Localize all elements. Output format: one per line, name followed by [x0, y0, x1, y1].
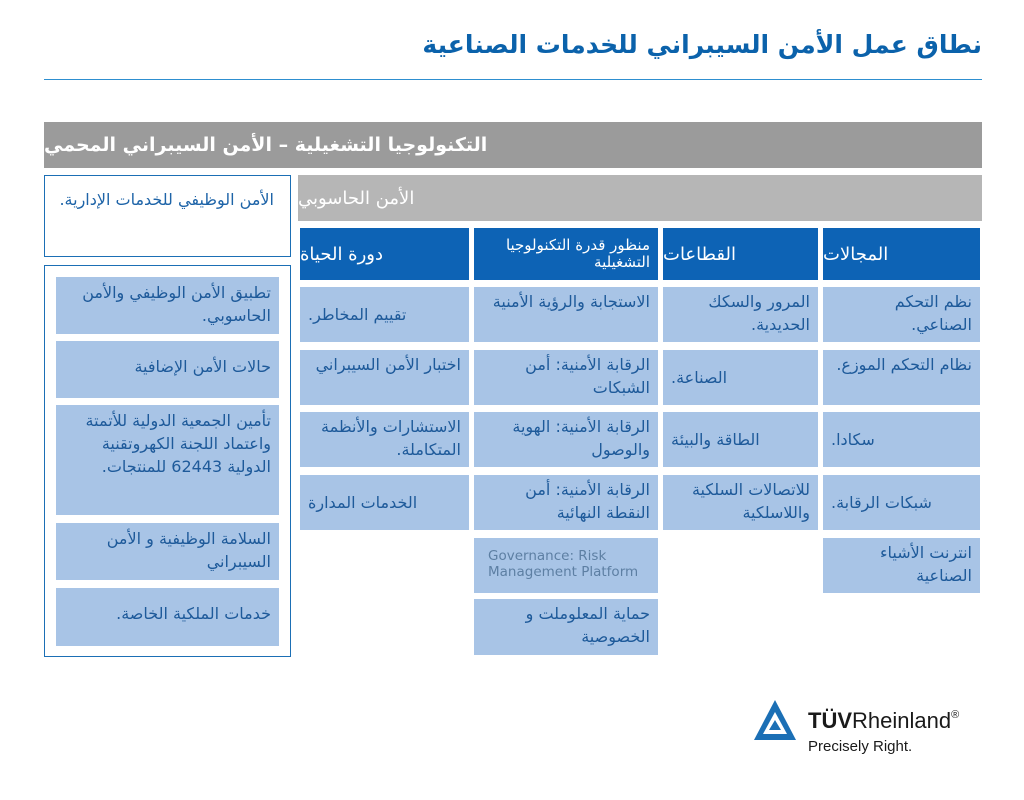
ot-endpoint-security: الرقابة الأمنية: أمن النقطة النهائية: [474, 475, 658, 530]
lifecycle-risk-assessment: [300, 287, 469, 342]
title-divider: [44, 79, 982, 80]
ot-protected-cyber-bar: [44, 122, 982, 168]
domain-iiot: انترنت الأشياء الصناعية: [823, 538, 980, 593]
ot-identity-access: الرقابة الأمنية: الهوية والوصول: [474, 412, 658, 467]
header-domains: [823, 228, 980, 280]
cyber-security-bar: [298, 175, 982, 221]
registered-mark: ®: [951, 708, 960, 721]
brand-rest: Rheinland: [852, 708, 952, 733]
lifecycle-risk-label: تقييم المخاطر.: [308, 305, 407, 324]
brand-bold: TÜV: [808, 708, 852, 733]
lifecycle-consulting-integration: الاستشارات والأنظمة المتكاملة.: [300, 412, 469, 467]
ot-bar-label: التكنولوجيا التشغيلية – الأمن السيبراني المحمي: [44, 134, 488, 156]
ot-network-security: الرقابة الأمنية: أمن الشبكات: [474, 350, 658, 405]
header-lifecycle: [300, 228, 469, 280]
ot-response-visibility: الاستجابة والرؤية الأمنية: [474, 287, 658, 342]
header-sectors-label: القطاعات: [663, 243, 737, 265]
header-sectors: [663, 228, 818, 280]
lifecycle-managed-label: الخدمات المدارة: [308, 493, 418, 512]
header-lifecycle-label: دورة الحياة: [300, 243, 384, 265]
lifecycle-managed-services: [300, 475, 469, 530]
domain-scada-label: سكادا.: [831, 430, 875, 449]
domain-scada: [823, 412, 980, 467]
fs-item-safety-security: السلامة الوظيفية و الأمن السيبراني: [56, 523, 279, 580]
sector-transport-rail: المرور والسكك الحديدية.: [663, 287, 818, 342]
sector-telecom: للاتصالات السلكية واللاسلكية: [663, 475, 818, 530]
header-domains-label: المجالات: [823, 243, 889, 265]
brand-slogan: Precisely Right.: [808, 738, 913, 755]
lifecycle-security-testing: اختبار الأمن السيبراني: [300, 350, 469, 405]
domain-control-networks: [823, 475, 980, 530]
sector-energy-label: الطاقة والبيئة: [671, 430, 760, 449]
sector-industry: [663, 350, 818, 405]
ot-governance-risk-platform: Governance: Risk Management Platform: [474, 538, 658, 593]
sector-energy-environment: [663, 412, 818, 467]
fs-item-proprietary-services: خدمات الملكية الخاصة.: [56, 588, 279, 646]
cyber-security-label: الأمن الحاسوبي: [298, 187, 415, 209]
fs-item-isa-iec-62443: تأمين الجمعية الدولية للأتمتة واعتماد اللجنة الكهروتقنية الدولية 62443 للمنتجات.: [56, 405, 279, 515]
header-ot-capability: [474, 228, 658, 280]
fs-item-application: تطبيق الأمن الوظيفي والأمن الحاسوبي.: [56, 277, 279, 334]
page-title: نطاق عمل الأمن السيبراني للخدمات الصناعية: [422, 30, 982, 59]
sector-industry-label: الصناعة.: [671, 368, 728, 387]
tuv-brand-logo: [808, 708, 959, 734]
domain-control-networks-label: شبكات الرقابة.: [831, 493, 932, 512]
domain-ics: نظم التحكم الصناعي.: [823, 287, 980, 342]
domain-dcs: نظام التحكم الموزع.: [823, 350, 980, 405]
functional-safety-admin-box: الأمن الوظيفي للخدمات الإدارية.: [44, 175, 291, 257]
header-ot-capability-label: منظور قدرة التكنولوجيا التشغيلية: [505, 236, 650, 271]
ot-data-privacy: حماية المعلوملت و الخصوصية: [474, 599, 658, 655]
fs-item-safety-cases: حالات الأمن الإضافية: [56, 341, 279, 398]
tuv-triangle-icon: [752, 698, 798, 742]
